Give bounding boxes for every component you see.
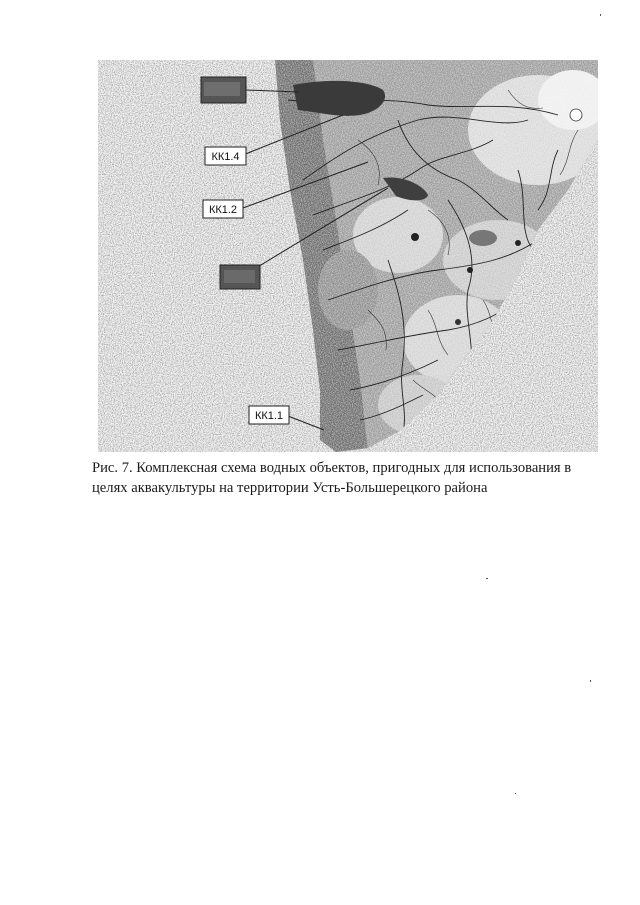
figure-caption [92, 458, 612, 498]
volcano-peak [570, 109, 582, 121]
label-kk1-4-text: КК1.4 [211, 151, 240, 163]
map-figure [98, 60, 598, 452]
scan-speck [590, 680, 591, 682]
caption-line-2: целях аквакультуры на территории Усть-Большерецкого района [92, 480, 488, 496]
scan-speck [600, 14, 601, 16]
label-kk1-2-text: КК1.2 [208, 204, 238, 216]
redacted-label-fill [204, 82, 240, 96]
volcano-peak [455, 319, 461, 325]
caption-line-1: Рис. 7. Комплексная схема водных объектов, пригодных для использования в [92, 460, 572, 476]
map-svg [98, 60, 598, 452]
label-kk1-2 [203, 200, 243, 218]
scan-speck [515, 793, 516, 794]
volcano-peak [411, 233, 419, 241]
volcano-peak [515, 240, 521, 246]
volcano-peak [467, 267, 473, 273]
lake-north [293, 81, 385, 116]
label-kk1-4 [205, 147, 246, 165]
lake-east [469, 230, 497, 246]
label-kk1-1-text: КК1.1 [254, 410, 284, 422]
label-kk1-1 [249, 406, 289, 424]
redacted-label-fill [224, 270, 255, 283]
scan-speck [486, 578, 488, 579]
